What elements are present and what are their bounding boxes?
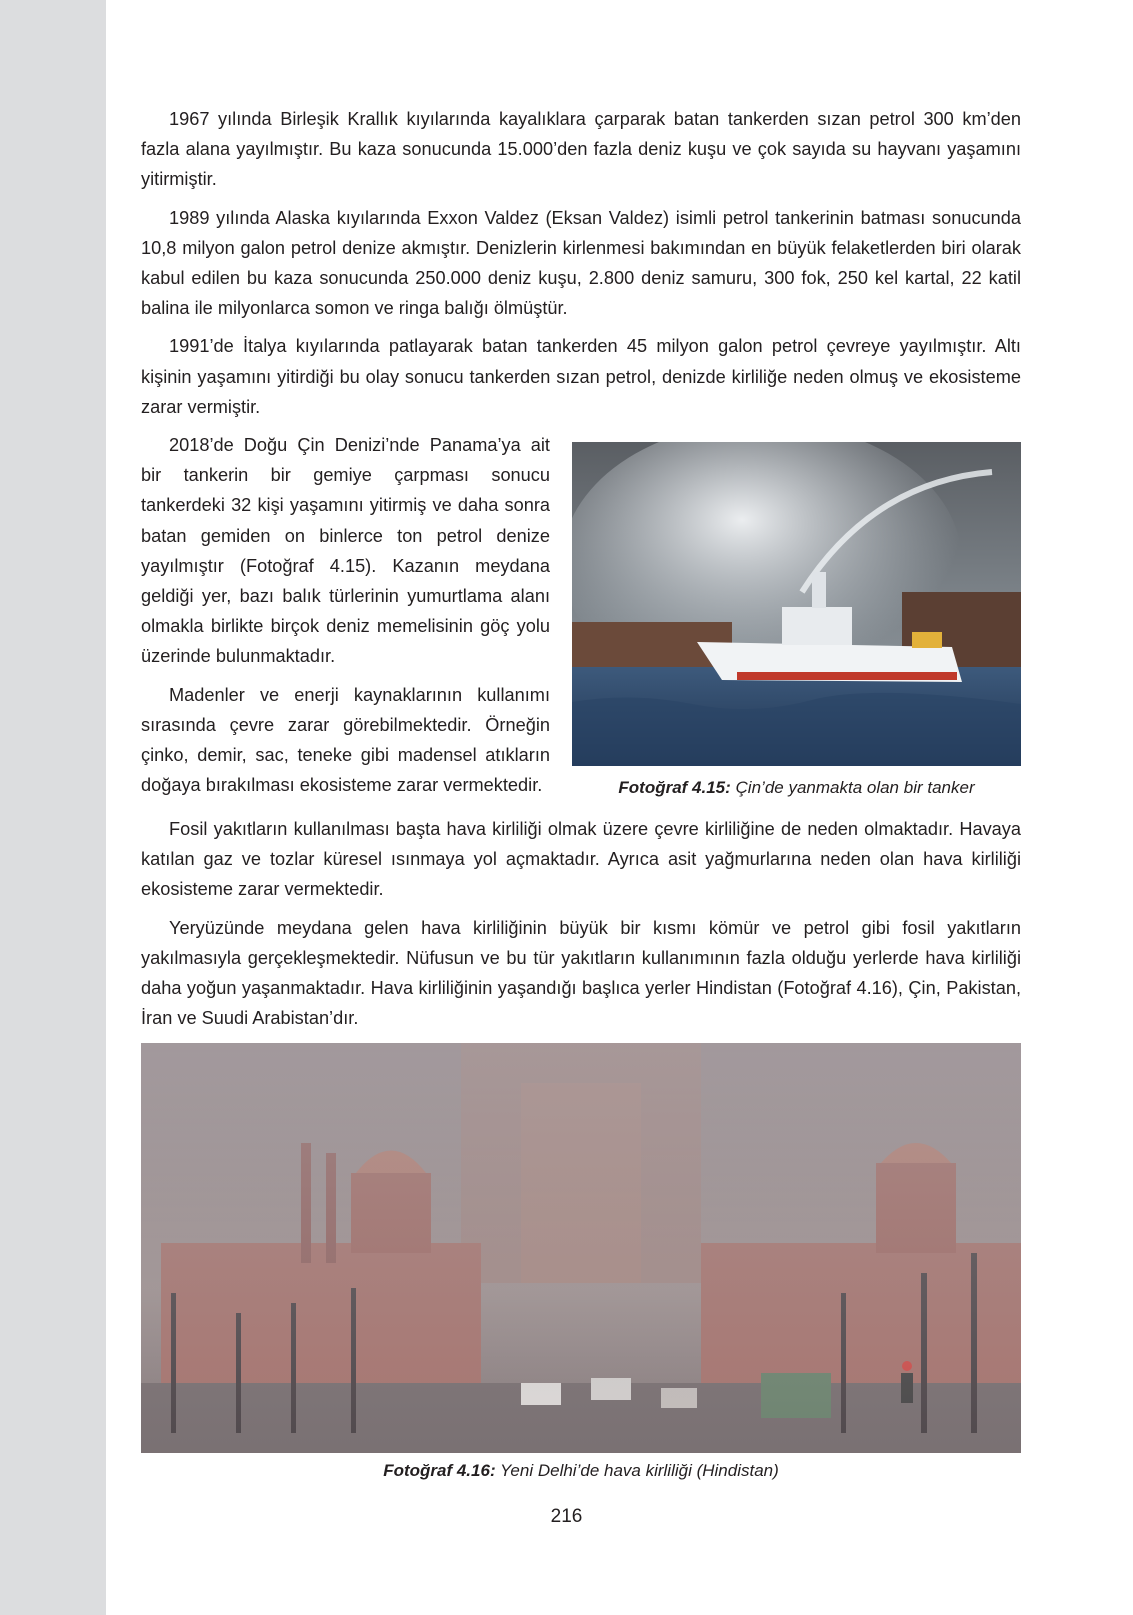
figure-4-15 <box>572 442 1021 798</box>
paragraph-air-pollution: Yeryüzünde meydana gelen hava kirliliğinin büyük bir kısmı kömür ve petrol gibi fosil yakıtların yakılmasıyla gerçekleşmektedir. Nüfusun ve bu tür yakıtların kullanımının fazla olduğu yerlerde hava kirliliği daha yoğun yaşanmaktadır. Hava kirliliğinin yaşandığı başlıca yerler Hindistan (Fotoğraf 4.16), Çin, Pakistan, İran ve Suudi Arabistan’dır. <box>141 917 1021 1029</box>
paragraph-fossil-fuels: Fosil yakıtların kullanılması başta hava kirliliği olmak üzere çevre kirliliğine de neden olmaktadır. Havaya katılan gaz ve tozlar küresel ısınmaya yol açmaktadır. Ayrıca asit yağmurlarına neden olan hava kirliliği ekosisteme zarar vermektedir. <box>141 819 1021 900</box>
new-delhi-smog-photo <box>141 1043 1021 1453</box>
figure-4-16 <box>141 1043 1021 1481</box>
figure-4-15-caption <box>572 778 1021 798</box>
paragraph-mining-waste: Madenler ve enerji kaynaklarının kullanımı sırasında çevre zarar görebilmektedir. Örneğin çinko, demir, sac, teneke gibi madensel atıkların doğaya bırakılması ekosisteme zarar vermektedir. <box>141 684 550 796</box>
figure-4-16-text: Yeni Delhi’de hava kirliliği (Hindistan) <box>500 1461 779 1481</box>
paragraph-1967-spill: 1967 yılında Birleşik Krallık kıyılarında kayalıklara çarparak batan tankerden sızan petrol 300 km’den fazla alana yayılmıştır. Bu kaza sonucunda 15.000’den fazla deniz kuşu ve çok sayıda su hayvanı yaşamını yitirmiştir. <box>141 109 1021 190</box>
page-number: 216 <box>550 1506 583 1527</box>
figure-4-16-caption <box>141 1461 1021 1481</box>
page-content <box>141 104 1021 1481</box>
burning-tanker-photo <box>572 442 1021 766</box>
paragraph-1991-italy: 1991’de İtalya kıyılarında patlayarak batan tankerden 45 milyon galon petrol çevreye yayılmıştır. Altı kişinin yaşamını yitirdiği bu olay sonucu tankerden sızan petrol, denizde kirliliğe neden olmuş ve ekosisteme zarar vermiştir. <box>141 336 1021 417</box>
figure-4-16-label: Fotoğraf 4.16: <box>383 1461 496 1481</box>
figure-4-15-text: Çin’de yanmakta olan bir tanker <box>735 778 975 798</box>
paragraph-exxon-valdez: 1989 yılında Alaska kıyılarında Exxon Valdez (Eksan Valdez) isimli petrol tankerinin batması sonucunda 10,8 milyon galon petrol denize akmıştır. Denizlerin kirlenmesi bakımından en büyük felaketlerden biri olarak kabul edilen bu kaza sonucunda 250.000 deniz kuşu, 2.800 deniz samuru, 300 fok, 250 kel kartal, 22 katil balina ile milyonlarca somon ve ringa balığı ölmüştür. <box>141 207 1021 319</box>
paragraph-2018-east-china-sea: 2018’de Doğu Çin Denizi’nde Panama’ya ait bir tankerin bir gemiye çarpması sonucu tankerdeki 32 kişi yaşamını yitirmiş ve daha sonra batan gemiden on binlerce ton petrol denize yayılmıştır (Fotoğraf 4.15). Kazanın meydana geldiği yer, bazı balık türlerinin yumurtlama alanı olmakla birlikte birçok deniz memelisinin göç yolu üzerinde bulunmaktadır. <box>141 435 550 667</box>
page-margin-bar <box>0 0 106 1615</box>
figure-4-15-label: Fotoğraf 4.15: <box>618 778 731 798</box>
